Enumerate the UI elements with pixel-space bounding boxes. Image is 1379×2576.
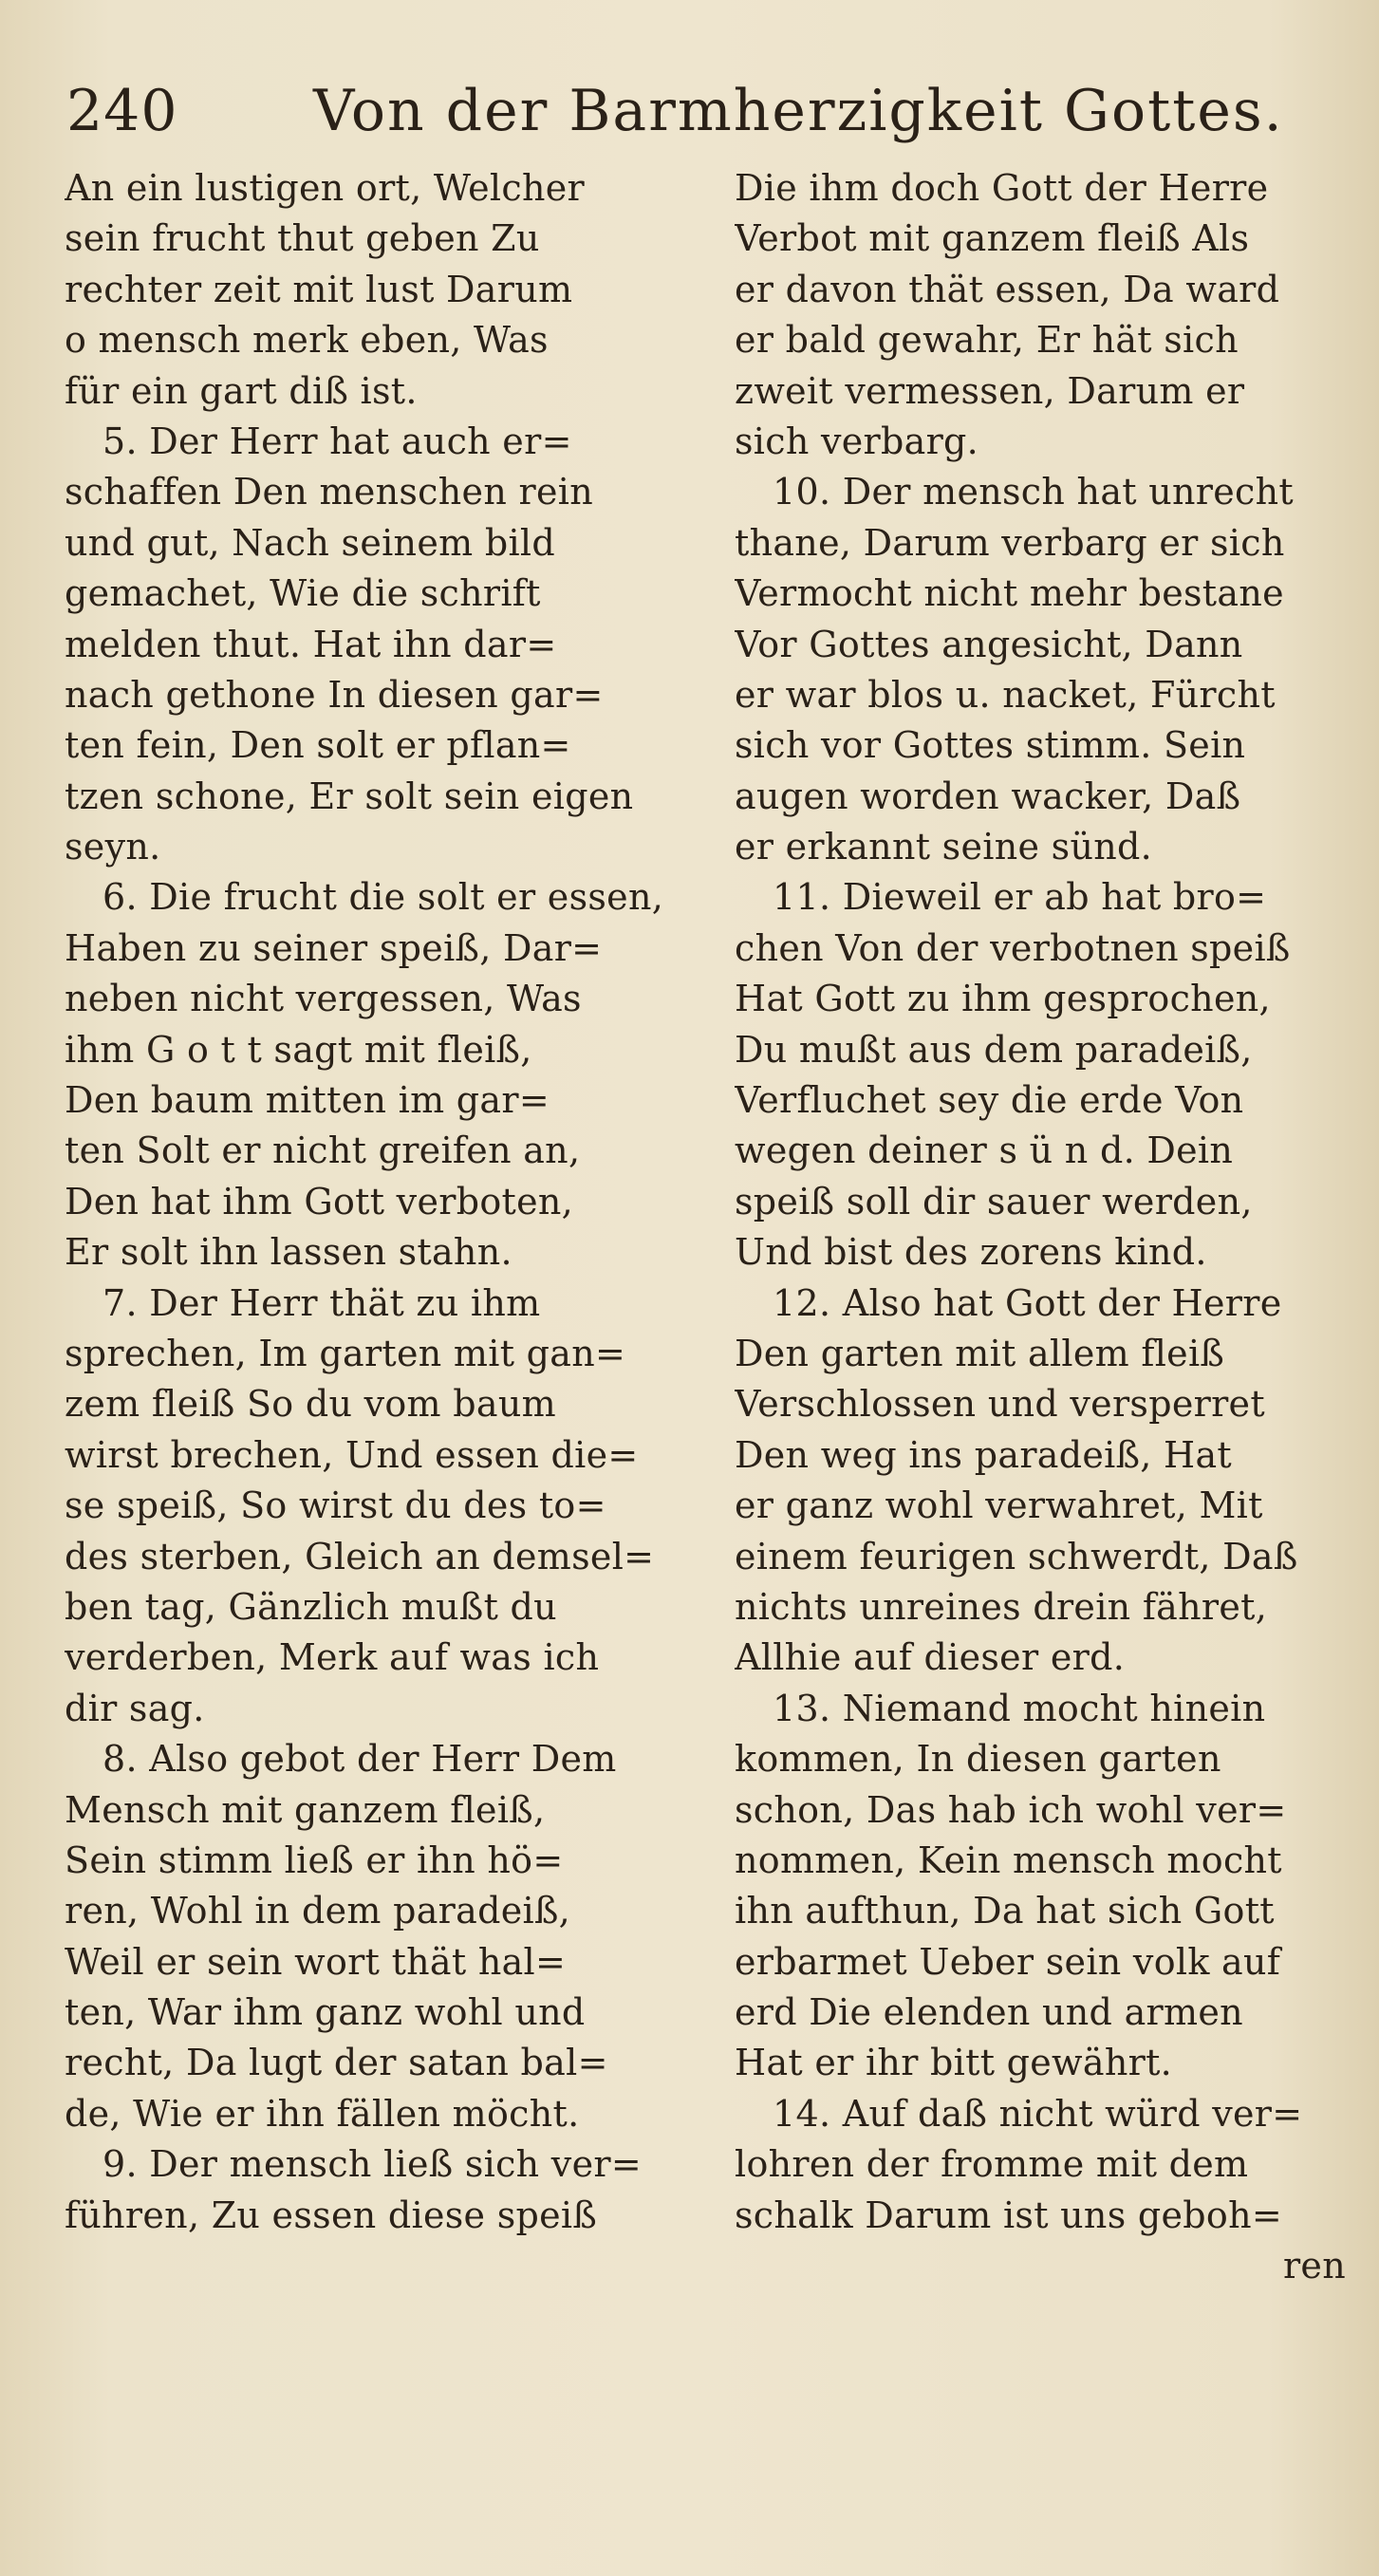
text-line: neben nicht vergessen, Was xyxy=(65,978,582,1020)
text-line: schalk Darum ist uns geboh= xyxy=(735,2193,1283,2236)
text-line: se speiß, So wirst du des to= xyxy=(65,1484,606,1527)
right-text-column xyxy=(735,163,1351,2291)
text-line: wirst brechen, Und essen die= xyxy=(65,1433,639,1476)
text-line: erd Die elenden und armen xyxy=(735,1991,1243,2034)
text-line: 5. Der Herr hat auch er= xyxy=(102,420,572,462)
text-line: 13. Niemand mocht hinein xyxy=(773,1687,1266,1729)
text-line: de, Wie er ihn fällen möcht. xyxy=(65,2092,580,2135)
text-line: Den weg ins paradeiß, Hat xyxy=(735,1433,1233,1476)
text-line: sich vor Gottes stimm. Sein xyxy=(735,724,1246,767)
text-line: ren, Wohl in dem paradeiß, xyxy=(65,1890,571,1932)
text-line: 11. Dieweil er ab hat bro= xyxy=(773,876,1267,919)
text-line: tzen schone, Er solt sein eigen xyxy=(65,775,634,817)
page-header xyxy=(66,66,1310,152)
text-line: Den hat ihm Gott verboten, xyxy=(65,1180,574,1223)
text-line: Sein stimm ließ er ihn hö= xyxy=(65,1839,564,1881)
text-line: führen, Zu essen diese speiß xyxy=(65,2193,598,2236)
text-line: verderben, Merk auf was ich xyxy=(65,1636,600,1679)
text-line: Den baum mitten im gar= xyxy=(65,1079,550,1122)
text-line: 10. Der mensch hat unrecht xyxy=(773,471,1294,513)
text-line: erbarmet Ueber sein volk auf xyxy=(735,1940,1281,1983)
text-line: seyn. xyxy=(65,826,161,868)
text-line: ihm G o t t sagt mit fleiß, xyxy=(65,1028,532,1071)
text-line: schon, Das hab ich wohl ver= xyxy=(735,1788,1287,1831)
text-line: o mensch merk eben, Was xyxy=(65,319,549,362)
text-line: chen Von der verbotnen speiß xyxy=(735,926,1291,969)
text-line: er ganz wohl verwahret, Mit xyxy=(735,1484,1263,1527)
text-line: Und bist des zorens kind. xyxy=(735,1231,1207,1274)
text-line: Hat Gott zu ihm gesprochen, xyxy=(735,978,1271,1020)
text-line: rechter zeit mit lust Darum xyxy=(65,268,573,310)
text-line: recht, Da lugt der satan bal= xyxy=(65,2042,608,2084)
text-line: sich verbarg. xyxy=(735,420,979,462)
text-line: für ein gart diß ist. xyxy=(65,369,418,412)
text-line: zem fleiß So du vom baum xyxy=(65,1383,556,1426)
text-line: er erkannt seine sünd. xyxy=(735,826,1153,868)
text-line: Die ihm doch Gott der Herre xyxy=(735,167,1269,209)
text-line: 12. Also hat Gott der Herre xyxy=(773,1281,1282,1324)
text-line: speiß soll dir sauer werden, xyxy=(735,1180,1253,1223)
text-line: 6. Die frucht die solt er essen, xyxy=(102,876,664,919)
text-line: wegen deiner s ü n d. Dein xyxy=(735,1129,1234,1172)
text-line: Vor Gottes angesicht, Dann xyxy=(735,623,1243,665)
text-line: melden thut. Hat ihn dar= xyxy=(65,623,557,665)
text-line: schaffen Den menschen rein xyxy=(65,471,593,513)
text-line: sein frucht thut geben Zu xyxy=(65,217,540,260)
text-line: einem feurigen schwerdt, Daß xyxy=(735,1535,1298,1577)
text-line: 14. Auf daß nicht würd ver= xyxy=(773,2092,1303,2135)
text-line: 7. Der Herr thät zu ihm xyxy=(102,1281,541,1324)
text-line: er davon thät essen, Da ward xyxy=(735,268,1280,310)
text-line: 9. Der mensch ließ sich ver= xyxy=(102,2143,642,2186)
page-number: 240 xyxy=(66,78,178,144)
text-line: zweit vermessen, Darum er xyxy=(735,369,1245,412)
text-line: Allhie auf dieser erd. xyxy=(735,1636,1126,1679)
text-line: Er solt ihn lassen stahn. xyxy=(65,1231,512,1274)
text-line: und gut, Nach seinem bild xyxy=(65,521,555,564)
text-line: Verfluchet sey die erde Von xyxy=(735,1079,1244,1122)
text-line: er bald gewahr, Er hät sich xyxy=(735,319,1239,362)
text-line: ten fein, Den solt er pflan= xyxy=(65,724,571,767)
text-line: kommen, In diesen garten xyxy=(735,1738,1221,1781)
text-line: An ein lustigen ort, Welcher xyxy=(65,167,585,209)
text-line: sprechen, Im garten mit gan= xyxy=(65,1332,626,1374)
text-line: gemachet, Wie die schrift xyxy=(65,572,541,615)
text-line: Haben zu seiner speiß, Dar= xyxy=(65,926,603,969)
catchword: ren xyxy=(1282,2245,1346,2287)
text-line: Hat er ihr bitt gewährt. xyxy=(735,2042,1173,2084)
text-line: des sterben, Gleich an demsel= xyxy=(65,1535,655,1577)
text-line: nommen, Kein mensch mocht xyxy=(735,1839,1282,1881)
text-line: ben tag, Gänzlich mußt du xyxy=(65,1585,557,1628)
text-line: ten Solt er nicht greifen an, xyxy=(65,1129,581,1172)
text-line: er war blos u. nacket, Fürcht xyxy=(735,673,1276,716)
text-line: ten, War ihm ganz wohl und xyxy=(65,1991,586,2034)
text-line: ihn aufthun, Da hat sich Gott xyxy=(735,1890,1275,1932)
text-line: Verschlossen und versperret xyxy=(735,1383,1265,1426)
left-text-column xyxy=(65,163,681,2241)
text-line: augen worden wacker, Daß xyxy=(735,775,1241,817)
text-line: Mensch mit ganzem fleiß, xyxy=(65,1788,546,1831)
text-line: nichts unreines drein fähret, xyxy=(735,1585,1268,1628)
running-title: Von der Barmherzigkeit Gottes. xyxy=(313,78,1284,144)
text-line: 8. Also gebot der Herr Dem xyxy=(102,1738,617,1781)
text-line: Weil er sein wort thät hal= xyxy=(65,1940,567,1983)
text-line: lohren der fromme mit dem xyxy=(735,2143,1249,2186)
text-line: Du mußt aus dem paradeiß, xyxy=(735,1028,1253,1071)
text-line: Verbot mit ganzem fleiß Als xyxy=(735,217,1250,260)
text-line: Den garten mit allem fleiß xyxy=(735,1332,1225,1374)
text-line: Vermocht nicht mehr bestane xyxy=(735,572,1284,615)
text-line: nach gethone In diesen gar= xyxy=(65,673,604,716)
text-line: thane, Darum verbarg er sich xyxy=(735,521,1285,564)
text-line: dir sag. xyxy=(65,1687,205,1729)
